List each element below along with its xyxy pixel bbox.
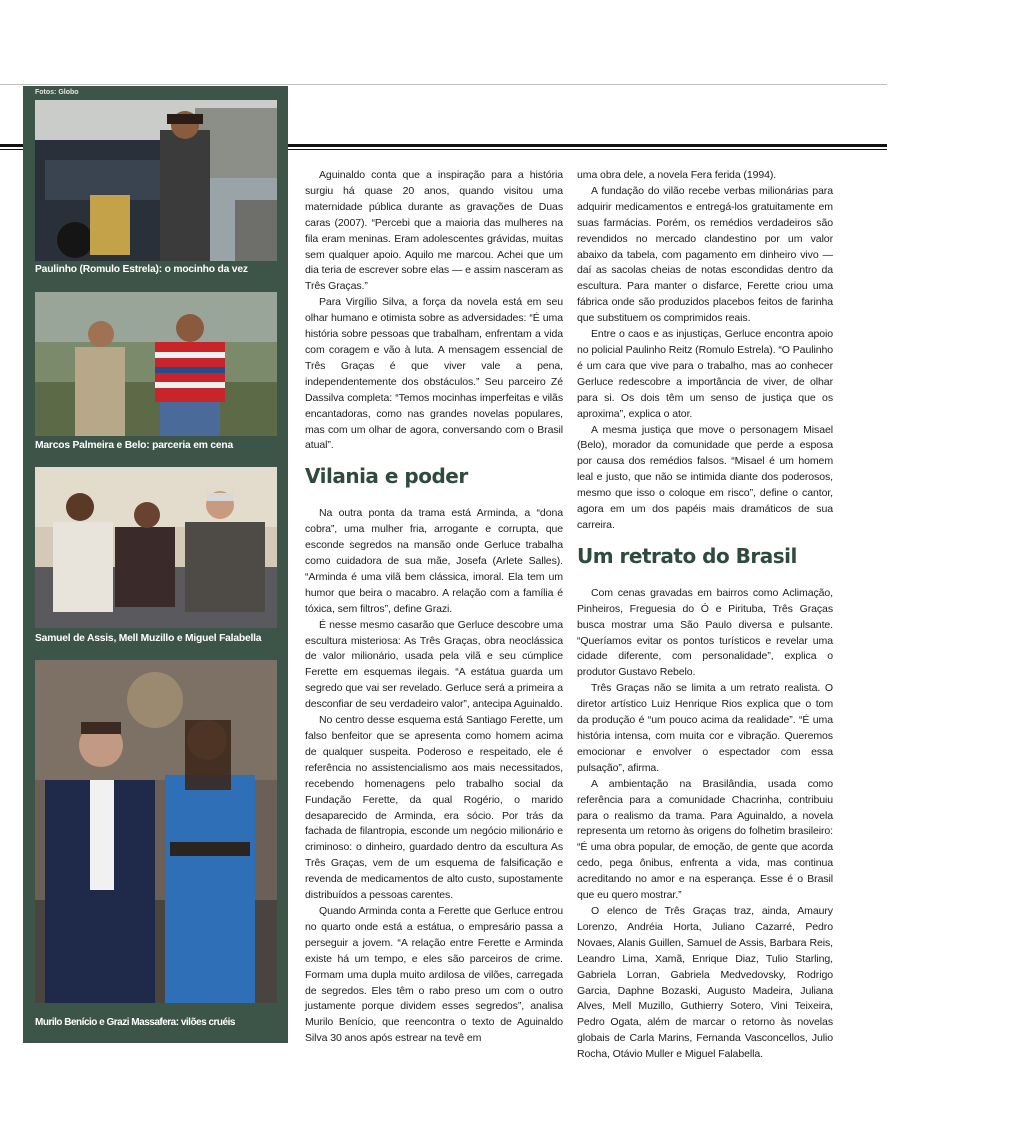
section-heading-retrato: Um retrato do Brasil bbox=[577, 543, 797, 568]
paragraph: Para Virgílio Silva, a força da novela está em seu olhar humano e otimista sobre as adversidades: “É uma história sobre pessoas que trabalham, enfrentam a vida com coragem e vão à luta. A mensagem essencial de Três Graças é que viver vale a pena, independentemente dos obstáculos.” Seu parceiro Zé Dassilva completa: “Temos mocinhas imperfeitas e vilãs encantadoras, como nas grandes novelas populares, mas com um olhar de agora, conversando com o Brasil atual”. bbox=[305, 296, 563, 452]
caption-paulinho: Paulinho (Romulo Estrela): o mocinho da vez bbox=[35, 264, 248, 275]
paragraph: O elenco de Três Graças traz, ainda, Amaury Lorenzo, Andréia Horta, Juliano Cazarré, Pedro Novaes, Alanis Guillen, Samuel de Assis, Barbara Reis, Leandro Lima, Xamã, Enrique Diaz, Tulio Starling, Gabriela Lorran, Gabriela Medvedovsky, Rodrigo Garcia, Daphne Bozaski, Augusto Madeira, Juliana Alves, Mell Muzillo, Guthierry Sotero, Vini Teixeira, Pedro Ogata, além de marcar o retorno às novelas globais de Carla Marins, Fernanda Vasconcellos, Julio Rocha, Otávio Muller e Miguel Falabella. bbox=[577, 904, 833, 1061]
paragraph: Com cenas gravadas em bairros como Aclimação, Pinheiros, Freguesia do Ó e Pirituba, Três Graças busca mostrar uma São Paulo diversa e pulsante. “Queríamos evitar os pontos turísticos e revelar uma cidade diferente, com personalidade”, explica o produtor Gustavo Rebelo. bbox=[577, 586, 833, 679]
paragraph: Três Graças não se limita a um retrato realista. O diretor artístico Luiz Henrique Rios explica que o tom da produção é “um pouco acima da realidade”. “É uma história intensa, com muita cor e vibração. Queremos emocionar e envolver o espectador com essa pulsação”, afirma. bbox=[577, 682, 833, 774]
photo-marcos-belo bbox=[35, 292, 277, 436]
caption-trio: Samuel de Assis, Mell Muzillo e Miguel Falabella bbox=[35, 633, 262, 644]
paragraph: No centro desse esquema está Santiago Ferette, um falso benfeitor que se apresenta como homem acima de qualquer suspeita. Poderoso e respeitado, ele é referência no assistencialismo aos mais necessitados, recebendo homenagens pelo trabalho social da Fundação Ferette, da qual Rogério, o marido desaparecido de Arminda, era sócio. Por trás da fachada de filantropia, esconde um negócio milionário e criminoso: o dinheiro, guardado dentro da escultura As Três Graças, vem de um esquema de falsificação e revenda de medicamentos de alto custo, supostamente distribuídos a pessoas carentes. bbox=[305, 714, 563, 902]
photo-trio bbox=[35, 467, 277, 628]
paragraph: A ambientação na Brasilândia, usada como referência para a comunidade Chacrinha, contribuiu para o realismo da trama. Para Aguinaldo, a novela representa um retorno às origens do folhetim brasileiro: “É uma obra popular, de emoção, de gente que acorda cedo, pega ônibus, enfrenta a vida, mas continua acreditando no amor e na esperança. Esse é o Brasil que eu quero mostrar.” bbox=[577, 777, 833, 902]
top-divider bbox=[0, 84, 887, 85]
paragraph: A fundação do vilão recebe verbas milionárias para adquirir medicamentos e entregá-los gratuitamente em suas farmácias. Porém, os remédios verdadeiros são revendidos no mercado clandestino por um valor abaixo da tabela, com pagamento em dinheiro vivo — daí as sacolas cheias de notas escondidas dentro da escultura. Para manter o disfarce, Ferette criou uma fábrica onde são produzidos placebos feitos de farinha que substituem os comprimidos reais. bbox=[577, 184, 833, 325]
article-column-1 bbox=[305, 168, 563, 1047]
photo-paulinho bbox=[35, 100, 277, 261]
paragraph: A mesma justiça que move o personagem Misael (Belo), morador da comunidade que perde a esposa por causa dos remédios falsos. “Misael é um homem leal e justo, que não se intimida diante dos poderosos, mesmo que isso o coloque em risco”, define o cantor, agora em um dos papéis mais dramáticos de sua carreira. bbox=[577, 423, 833, 531]
paragraph: Entre o caos e as injustiças, Gerluce encontra apoio no policial Paulinho Reitz (Romulo Estrela). “O Paulinho é um cara que vive para o trabalho, mas ao conhecer Gerluce redescobre a importância de viver, de olhar para si. Os dois têm um senso de justiça que os aproxima”, explica o ator. bbox=[577, 328, 833, 420]
paragraph: Na outra ponta da trama está Arminda, a “dona cobra”, uma mulher fria, arrogante e corrupta, que esconde segredos na mansão onde Gerluce trabalha como cuidadora de sua mãe, Josefa (Arlete Salles). “Arminda é uma vilã bem clássica, imoral. Ela tem um humor que beira o macabro. A relação com a família é tóxica, sem filtros”, define Grazi. bbox=[305, 507, 563, 615]
paragraph: uma obra dele, a novela Fera ferida (1994). bbox=[577, 169, 777, 181]
caption-murilo-grazi: Murilo Benício e Grazi Massafera: vilões cruéis bbox=[35, 1017, 235, 1028]
paragraph: Quando Arminda conta a Ferette que Gerluce entrou no quarto onde está a estátua, o empresário passa a perseguir a jovem. “A relação entre Ferette e Arminda existe há um tempo, e eles são parceiros de crime. Formam uma dupla muito ardilosa de vilões, carregada de segredos. Eles têm o rabo preso um com o outro justamente porque dividem esses segredos”, analisa Murilo Benício, que reencontra o texto de Aguinaldo Silva 30 anos após estrear na tevê em bbox=[305, 904, 563, 1045]
paragraph: Aguinaldo conta que a inspiração para a história surgiu há quase 20 anos, quando visitou uma maternidade pública durante as gravações de Duas caras (2007). “Percebi que a maioria das mulheres na fila eram meninas. Eram adolescentes grávidas, muitas sem qualquer apoio. Aquilo me marcou. Achei que um dia teria de escrever sobre elas — e assim nasceram as Três Graças.” bbox=[305, 169, 563, 293]
section-heading-vilania: Vilania e poder bbox=[305, 464, 468, 489]
article-column-2 bbox=[577, 168, 833, 1063]
photo-sidebar bbox=[23, 86, 288, 1043]
caption-marcos-belo: Marcos Palmeira e Belo: parceria em cena bbox=[35, 440, 234, 451]
photo-murilo-grazi bbox=[35, 660, 277, 1003]
paragraph: É nesse mesmo casarão que Gerluce descobre uma escultura misteriosa: As Três Graças, obra neoclássica de valor milionário, usada pela vilã e seu cúmplice Ferette em esquemas ilegais. “A estátua guarda um segredo que vai ser revelado. Gerluce será a primeira a desconfiar de seu verdadeiro valor”, antecipa Aguinaldo. bbox=[305, 618, 563, 711]
photo-credit: Fotos: Globo bbox=[35, 89, 79, 96]
